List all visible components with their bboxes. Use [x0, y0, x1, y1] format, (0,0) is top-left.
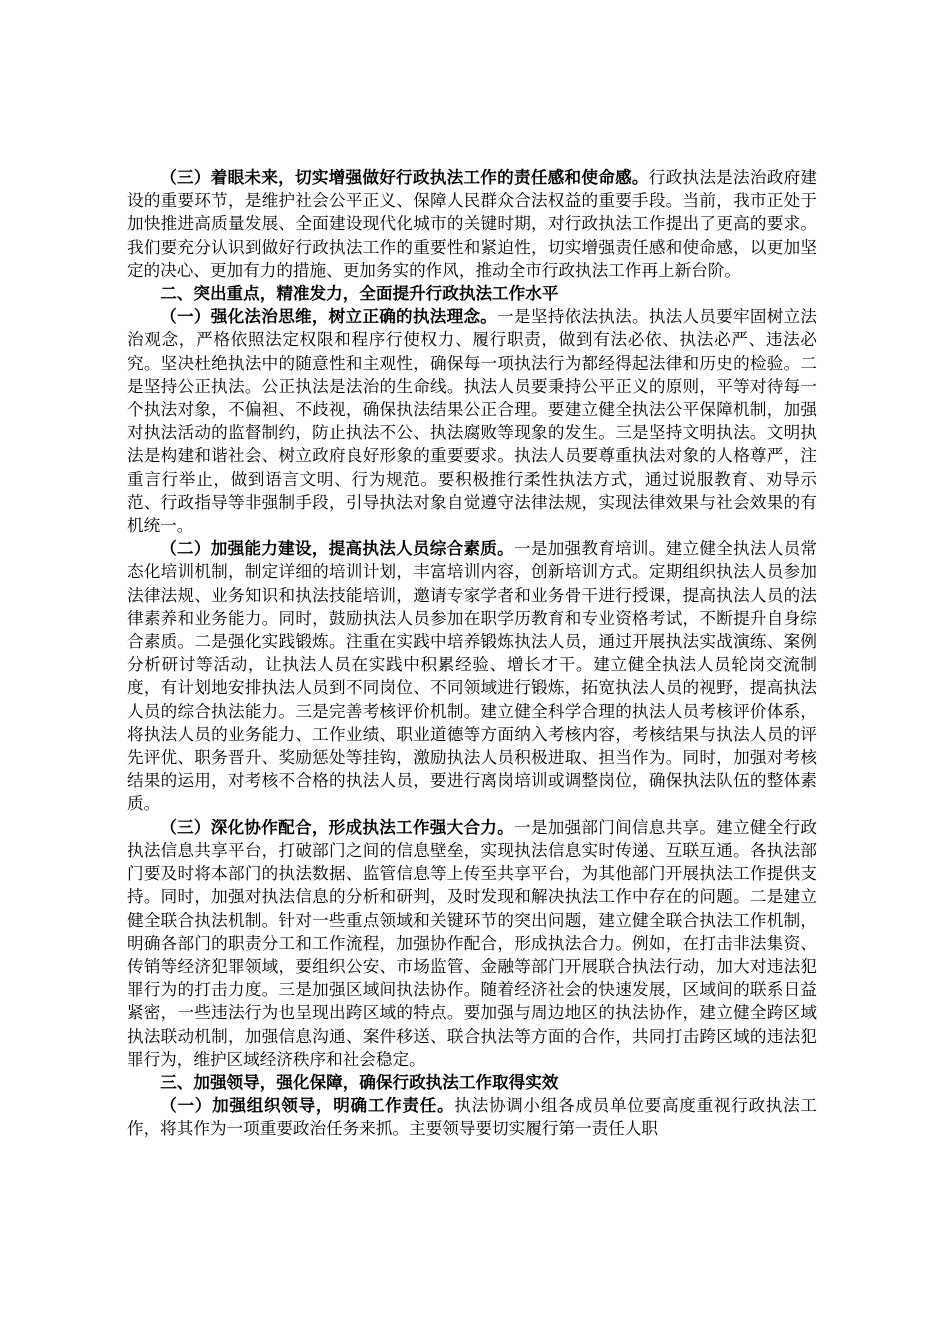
- paragraph-text: 一是加强部门间信息共享。建立健全行政执法信息共享平台，打破部门之间的信息壁垒，实现执法信息实时传递、互联互通。各执法部门要及时将本部门的执法数据、监管信息等上传至共享平台，为其他部门开展执法工作提供支持。同时，加强对执法信息的分析和研判，及时发现和解决执法工作中存在的问题。二是建立健全联合执法机制。针对一些重点领域和关键环节的突出问题，建立健全联合执法工作机制，明确各部门的职责分工和工作流程，加强协作配合，形成执法合力。例如，在打击非法集资、传销等经济犯罪领域，要组织公安、市场监管、金融等部门开展联合执法行动，加大对违法犯罪行为的打击力度。三是加强区域间执法协作。随着经济社会的快速发展，区域间的联系日益紧密，一些违法行为也呈现出跨区域的特点。要加强与周边地区的执法协作，建立健全跨区域执法联动机制，加强信息沟通、案件移送、联合执法等方面的合作，共同打击跨区域的违法犯罪行为，维护区域经济秩序和社会稳定。: [127, 817, 818, 1069]
- section-heading-three: 三、加强领导，强化保障，确保行政执法工作取得实效: [160, 1071, 559, 1092]
- subsection-lead: （一）加强组织领导，明确工作责任。: [160, 1095, 455, 1116]
- paragraph-cooperation: [127, 816, 817, 1071]
- subsection-lead: （一）强化法治思维，树立正确的执法理念。: [160, 306, 498, 327]
- section-heading-two: 二、突出重点，精准发力，全面提升行政执法工作水平: [160, 283, 559, 304]
- paragraph-legal-thinking: [127, 305, 817, 537]
- paragraph-text: 一是加强教育培训。建立健全执法人员常态化培训机制，制定详细的培训计划，丰富培训内容，创新培训方式。定期组织执法人员参加法律法规、业务知识和执法技能培训，邀请专家学者和业务骨干进行授课，提高执法人员的法律素养和业务能力。同时，鼓励执法人员参加在职学历教育和专业资格考试，不断提升自身综合素质。二是强化实践锻炼。注重在实践中培养锻炼执法人员，通过开展执法实战演练、案例分析研讨等活动，让执法人员在实践中积累经验、增长才干。建立健全执法人员轮岗交流制度，有计划地安排执法人员到不同岗位、不同领域进行锻炼，拓宽执法人员的视野，提高执法人员的综合执法能力。三是完善考核评价机制。建立健全科学合理的执法人员考核评价体系，将执法人员的业务能力、工作业绩、职业道德等方面纳入考核内容，考核结果与执法人员的评先评优、职务晋升、奖励惩处等挂钩，激励执法人员积极进取、担当作为。同时，加强对考核结果的运用，对考核不合格的执法人员，要进行离岗培训或调整岗位，确保执法队伍的整体素质。: [127, 539, 818, 814]
- subsection-lead: （二）加强能力建设，提高执法人员综合素质。: [160, 538, 514, 559]
- paragraph-text: 执法协调小组各成员单位要高度重视行政执法工作，将其作为一项重要政治任务来抓。主要领导要切实履行第一责任人职: [127, 1096, 818, 1139]
- document-page: [127, 166, 817, 1141]
- subsection-lead: （三）着眼未来，切实增强做好行政执法工作的责任感和使命感。: [160, 167, 649, 187]
- paragraph-responsibility: [127, 166, 817, 282]
- paragraph-leadership: [127, 1094, 817, 1140]
- paragraph-text: 行政执法是法治政府建设的重要环节，是维护社会公平正义、保障人民群众合法权益的重要手段。当前，我市正处于加快推进高质量发展、全面建设现代化城市的关键时期，对行政执法工作提出了更高的要求。我们要充分认识到做好行政执法工作的重要性和紧迫性，切实增强责任感和使命感，以更加坚定的决心、更加有力的措施、更加务实的作风，推动全市行政执法工作再上新台阶。: [127, 168, 818, 280]
- paragraph-capacity-building: [127, 537, 817, 815]
- subsection-lead: （三）深化协作配合，形成执法工作强大合力。: [160, 816, 514, 837]
- paragraph-text: 一是坚持依法执法。执法人员要牢固树立法治观念，严格依照法定权限和程序行使权力、履行职责，做到有法必依、执法必严、违法必究。坚决杜绝执法中的随意性和主观性，确保每一项执法行为都经得起法律和历史的检验。二是坚持公正执法。公正执法是法治的生命线。执法人员要秉持公平正义的原则，平等对待每一个执法对象，不偏袒、不歧视，确保执法结果公正合理。要建立健全执法公平保障机制，加强对执法活动的监督制约，防止执法不公、执法腐败等现象的发生。三是坚持文明执法。文明执法是构建和谐社会、树立政府良好形象的重要要求。执法人员要尊重执法对象的人格尊严，注重言行举止，做到语言文明、行为规范。要积极推行柔性执法方式，通过说服教育、劝导示范、行政指导等非强制手段，引导执法对象自觉遵守法律法规，实现法律效果与社会效果的有机统一。: [127, 307, 818, 536]
